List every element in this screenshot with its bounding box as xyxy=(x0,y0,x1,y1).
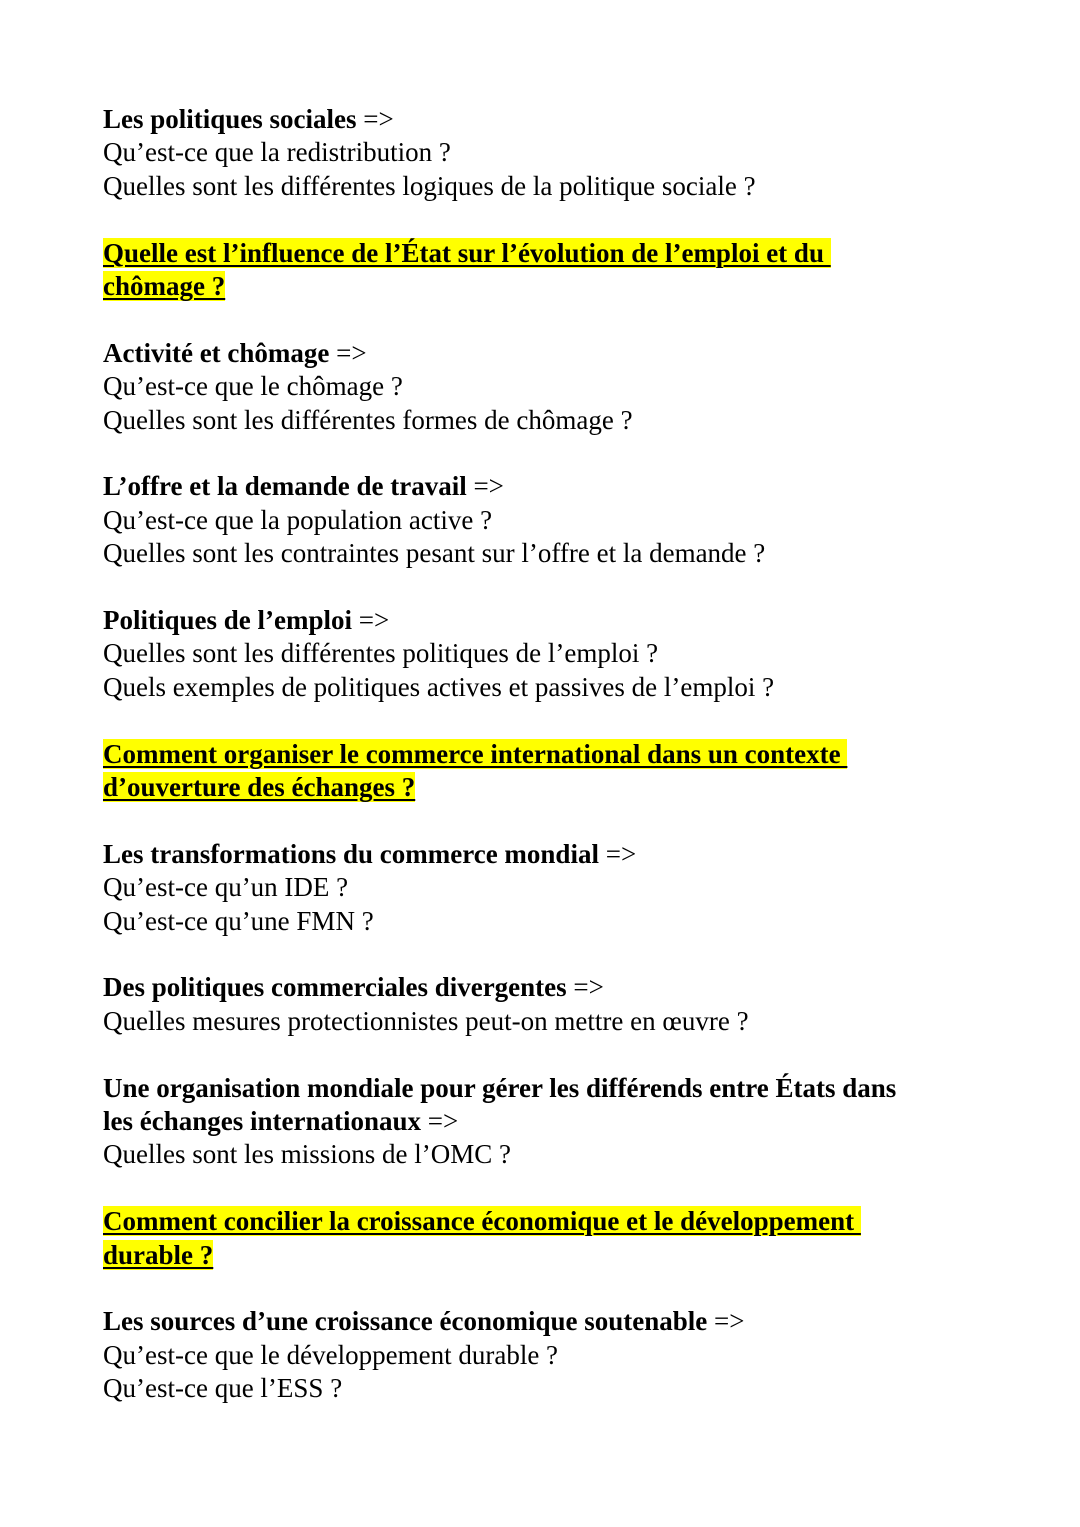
section-heading: Activité et chômage xyxy=(103,337,330,368)
arrow-symbol: => xyxy=(421,1106,459,1137)
arrow-symbol: => xyxy=(707,1306,745,1337)
highlighted-heading-line: chômage ? xyxy=(103,271,226,302)
highlighted-theme-emploi xyxy=(103,237,1003,304)
section-heading: L’offre et la demande de travail xyxy=(103,471,467,502)
section-activite-chomage xyxy=(103,337,1003,437)
question: Qu’est-ce que le développement durable ? xyxy=(103,1339,559,1370)
section-heading: Les sources d’une croissance économique soutenable xyxy=(103,1306,708,1337)
section-organisation-mondiale xyxy=(103,1072,1003,1172)
section-heading: Une organisation mondiale pour gérer les différends entre États dans xyxy=(103,1072,897,1103)
arrow-symbol: => xyxy=(352,605,390,636)
question: Quelles mesures protectionnistes peut-on mettre en œuvre ? xyxy=(103,1005,749,1036)
arrow-symbol: => xyxy=(566,972,604,1003)
question: Qu’est-ce qu’un IDE ? xyxy=(103,872,349,903)
question: Quelles sont les contraintes pesant sur l’offre et la demande ? xyxy=(103,538,766,569)
question: Qu’est-ce que l’ESS ? xyxy=(103,1373,343,1404)
highlighted-theme-commerce xyxy=(103,738,1003,805)
section-heading: Politiques de l’emploi xyxy=(103,605,352,636)
arrow-symbol: => xyxy=(356,104,394,134)
section-offre-demande-travail xyxy=(103,470,1003,570)
question: Qu’est-ce que la redistribution ? xyxy=(103,137,451,168)
highlighted-heading-line: Quelle est l’influence de l’État sur l’évolution de l’emploi et du xyxy=(103,237,831,268)
section-heading: Des politiques commerciales divergentes xyxy=(103,972,567,1003)
question: Quelles sont les missions de l’OMC ? xyxy=(103,1139,511,1170)
section-politiques-commerciales xyxy=(103,971,1003,1038)
highlighted-heading-line: Comment organiser le commerce international dans un contexte xyxy=(103,738,848,769)
question: Quelles sont les différentes logiques de la politique sociale ? xyxy=(103,170,756,201)
question: Qu’est-ce que le chômage ? xyxy=(103,371,403,402)
question: Quelles sont les différentes formes de chômage ? xyxy=(103,404,633,435)
section-heading: Les transformations du commerce mondial xyxy=(103,838,599,869)
document-page xyxy=(103,103,1003,1406)
question: Quels exemples de politiques actives et passives de l’emploi ? xyxy=(103,671,775,702)
question: Quelles sont les différentes politiques de l’emploi ? xyxy=(103,638,659,669)
section-transformations-commerce xyxy=(103,838,1003,938)
highlighted-heading-line: durable ? xyxy=(103,1239,214,1270)
question: Qu’est-ce que la population active ? xyxy=(103,504,493,535)
arrow-symbol: => xyxy=(329,337,367,368)
section-croissance-soutenable xyxy=(103,1305,1003,1405)
section-heading: les échanges internationaux xyxy=(103,1106,422,1137)
highlighted-theme-croissance xyxy=(103,1205,1003,1272)
question: Qu’est-ce qu’une FMN ? xyxy=(103,905,374,936)
highlighted-heading-line: d’ouverture des échanges ? xyxy=(103,772,416,803)
arrow-symbol: => xyxy=(466,471,504,502)
section-politiques-emploi xyxy=(103,604,1003,704)
arrow-symbol: => xyxy=(598,838,637,869)
section-politiques-sociales xyxy=(103,103,1003,203)
section-heading: Les politiques sociales xyxy=(103,104,357,134)
highlighted-heading-line: Comment concilier la croissance économique et le développement xyxy=(103,1206,861,1237)
